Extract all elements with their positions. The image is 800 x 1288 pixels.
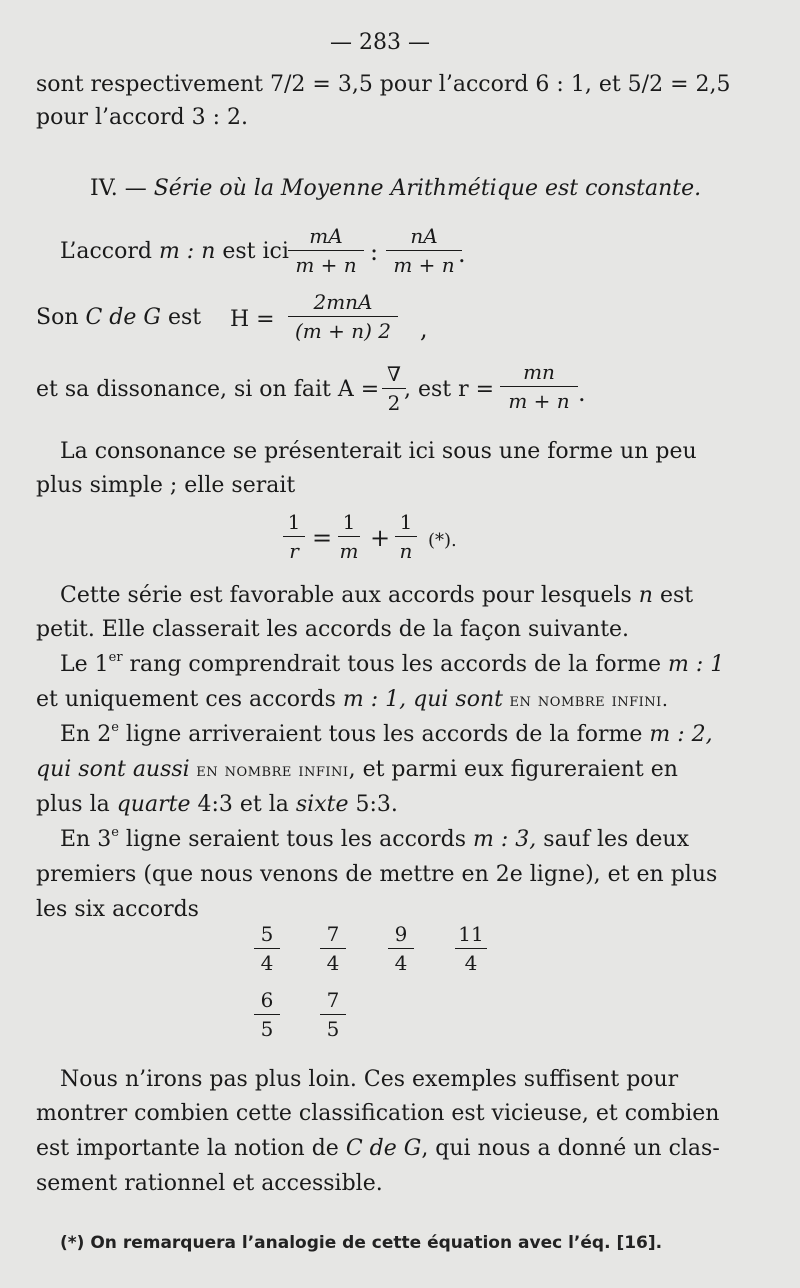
operator: ,	[420, 315, 428, 343]
text-line: Nous n’irons pas plus loin. Ces exemples suffisent pour	[60, 1067, 679, 1092]
text-line: qui sont aussi en nombre infini, et parmi eux figureraient en	[36, 757, 678, 782]
page-number: — 283 —	[330, 30, 430, 55]
fraction: 1 m	[339, 510, 359, 563]
fraction: 2mnA (m + n) 2	[288, 290, 398, 343]
text-line: Le 1er rang comprendrait tous les accords de la forme m : 1	[60, 649, 725, 677]
text-line: et sa dissonance, si on fait A =	[36, 377, 380, 402]
text-line: plus la quarte 4:3 et la sixte 5:3.	[36, 792, 398, 817]
fraction: 9 4	[388, 922, 414, 975]
text-line: La consonance se présenterait ici sous une forme un peu	[60, 439, 697, 464]
operator: :	[370, 238, 379, 266]
footnote-marker: (*).	[428, 530, 457, 551]
text-line: premiers (que nous venons de mettre en 2e ligne), et en plus	[36, 862, 718, 887]
fraction: 11 4	[455, 922, 487, 975]
footnote: (*) On remarquera l’analogie de cette équation avec l’éq. [16].	[60, 1233, 663, 1253]
operator: .	[458, 240, 466, 268]
math-expression: H =	[230, 307, 275, 332]
fraction: 1 r	[283, 510, 305, 563]
text-line: , est r =	[404, 377, 495, 402]
text-line: L’accord m : n est ici	[60, 239, 289, 264]
fraction: nA m + n	[386, 224, 462, 277]
fraction: 7 4	[320, 922, 346, 975]
section-heading: IV. — Série où la Moyenne Arithmétique est constante.	[90, 176, 702, 201]
text-line: et uniquement ces accords m : 1, qui sont en nombre infini.	[36, 687, 669, 712]
text-line: sement rationnel et accessible.	[36, 1171, 383, 1196]
operator: =	[312, 524, 333, 552]
fraction: 6 5	[254, 988, 280, 1041]
fraction: 5 4	[254, 922, 280, 975]
text-line: est importante la notion de C de G, qui nous a donné un clas-	[36, 1136, 720, 1161]
text-line: sont respectivement 7/2 = 3,5 pour l’accord 6 : 1, et 5/2 = 2,5	[36, 72, 731, 97]
text-line: les six accords	[36, 897, 199, 922]
text-line: plus simple ; elle serait	[36, 473, 296, 498]
text-line: Cette série est favorable aux accords pour lesquels n est	[60, 583, 694, 608]
fraction: mA m + n	[288, 224, 364, 277]
text-line: En 2e ligne arriveraient tous les accords de la forme m : 2,	[60, 719, 713, 747]
fraction: 7 5	[320, 988, 346, 1041]
text-line: petit. Elle classerait les accords de la façon suivante.	[36, 617, 630, 642]
operator: +	[370, 524, 391, 552]
text-line: Son C de G est	[36, 305, 202, 330]
text-line: En 3e ligne seraient tous les accords m : 3, sauf les deux	[60, 824, 690, 852]
operator: .	[578, 379, 586, 407]
fraction: 1 n	[395, 510, 417, 563]
text-line: montrer combien cette classification est vicieuse, et combien	[36, 1101, 720, 1126]
fraction: ∇ 2	[382, 362, 406, 415]
fraction: mn m + n	[500, 360, 578, 413]
text-line: pour l’accord 3 : 2.	[36, 105, 249, 130]
